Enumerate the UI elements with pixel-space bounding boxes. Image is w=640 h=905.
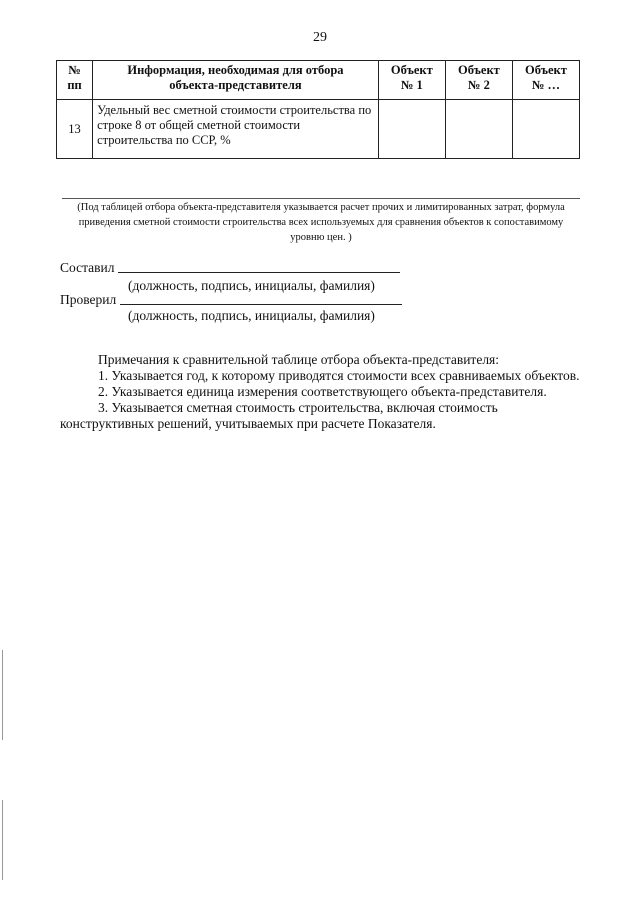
table-note: (Под таблицей отбора объекта-представителя указывается расчет прочих и лимитированных затрат, формула приведения сметной стоимости строительства всех используемых для сравнения объектов к сопоставимому уровню цен. )	[77, 202, 565, 243]
row-object-1-cell[interactable]	[378, 100, 445, 159]
checked-signature-line[interactable]	[120, 292, 402, 305]
header-object-n: Объект № …	[512, 61, 579, 100]
row-object-2-cell[interactable]	[445, 100, 512, 159]
header-info: Информация, необходимая для отбора объекта-представителя	[93, 61, 379, 100]
scan-edge-mark	[2, 800, 3, 880]
compiled-caption: (должность, подпись, инициалы, фамилия)	[128, 278, 375, 293]
remarks	[60, 352, 580, 432]
selection-table	[56, 60, 580, 159]
compiled-signature	[60, 260, 400, 276]
remark-item: 1. Указывается год, к которому приводятся стоимости всех сравниваемых объектов.	[98, 368, 580, 383]
row-info-cell: Удельный вес сметной стоимости строительства по строке 8 от общей сметной стоимости строительства по ССР, %	[93, 100, 379, 159]
header-number: № пп	[57, 61, 93, 100]
compiled-label: Составил	[60, 260, 115, 275]
compiled-signature-line[interactable]	[118, 260, 400, 273]
table-header-row	[57, 61, 580, 100]
table-row	[57, 100, 580, 159]
header-object-1: Объект № 1	[378, 61, 445, 100]
row-number-cell: 13	[57, 100, 93, 159]
remark-item: 2. Указывается единица измерения соответствующего объекта-представителя.	[98, 384, 547, 399]
note-separator	[62, 198, 580, 199]
row-object-n-cell[interactable]	[512, 100, 579, 159]
remark-item: 3. Указывается сметная стоимость строительства, включая стоимость конструктивных решений, учитываемых при расчете Показателя.	[60, 400, 498, 431]
checked-signature	[60, 292, 402, 308]
checked-caption: (должность, подпись, инициалы, фамилия)	[128, 308, 375, 323]
remarks-title: Примечания к сравнительной таблице отбора объекта-представителя:	[98, 352, 500, 367]
page-number: 29	[313, 30, 327, 45]
scan-edge-mark	[2, 650, 3, 740]
header-object-2: Объект № 2	[445, 61, 512, 100]
checked-label: Проверил	[60, 292, 117, 307]
